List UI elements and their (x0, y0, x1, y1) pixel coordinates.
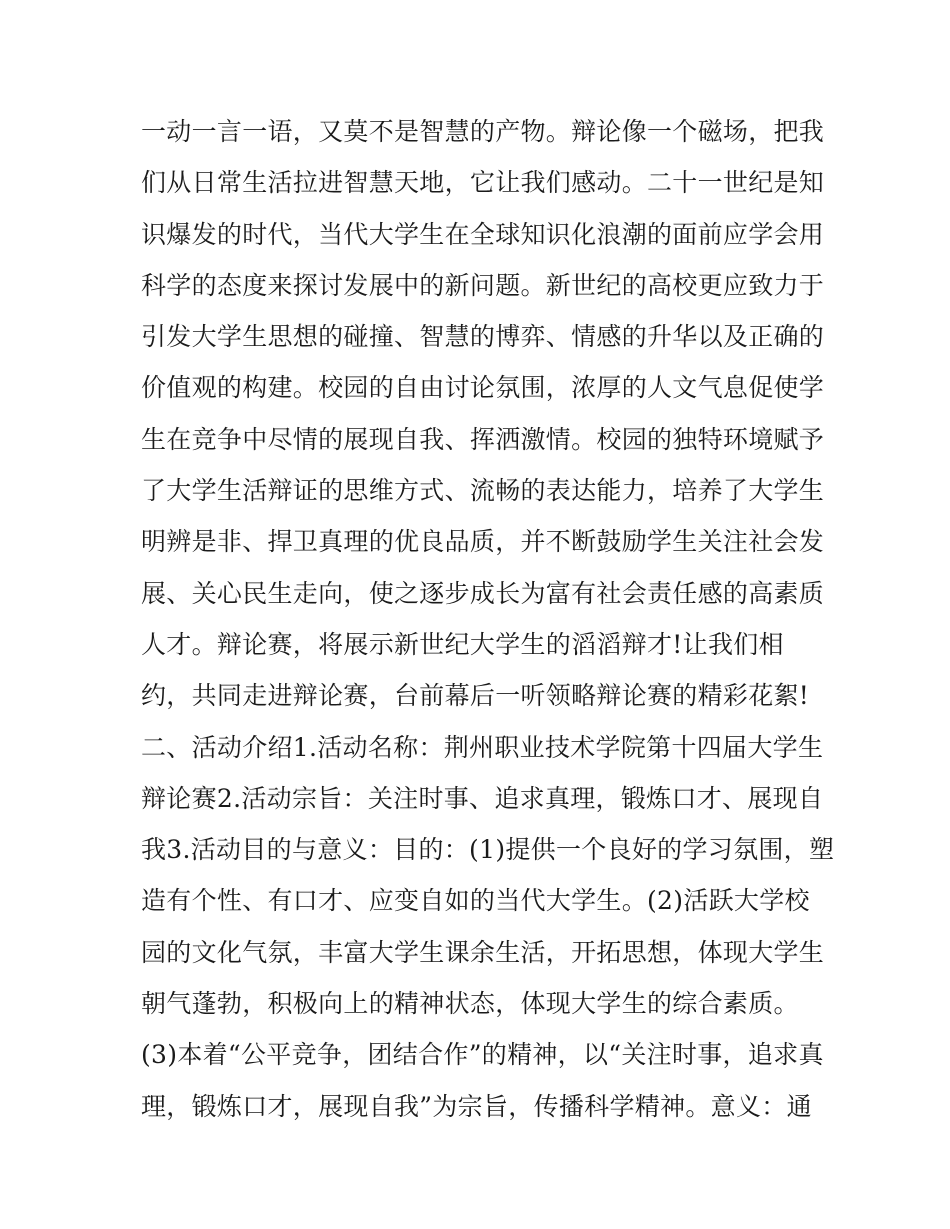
text-line: 一动一言一语，又莫不是智慧的产物。辩论像一个磁场，把我 (141, 117, 825, 146)
text-line: (3)本着“公平竞争，团结合作”的精神，以“关注时事，追求真 (141, 1040, 824, 1070)
text-line: 园的文化气氛，丰富大学生课余生活，开拓思想，体现大学生 (141, 937, 825, 967)
text-line: 约，共同走进辩论赛，台前幕后一听领略辩论赛的精彩花絮! (141, 681, 810, 711)
text-line: 展、关心民生走向，使之逐步成长为富有社会责任感的高素质 (141, 578, 825, 608)
text-line: 辩论赛2.活动宗旨：关注时事、追求真理，锻炼口才、展现自 (141, 783, 824, 813)
text-line: 引发大学生思想的碰撞、智慧的博弈、情感的升华以及正确的 (141, 322, 825, 352)
text-line: 科学的态度来探讨发展中的新问题。新世纪的高校更应致力于 (141, 270, 825, 300)
text-line: 了大学生活辩证的思维方式、流畅的表达能力，培养了大学生 (141, 476, 825, 506)
text-line: 人才。辩论赛，将展示新世纪大学生的滔滔辩才!让我们相 (141, 629, 784, 659)
text-line: 造有个性、有口才、应变自如的当代大学生。(2)活跃大学校 (141, 886, 810, 916)
text-line: 价值观的构建。校园的自由讨论氛围，浓厚的人文气息促使学 (141, 373, 825, 403)
text-line: 我3.活动目的与意义：目的：(1)提供一个良好的学习氛围，塑 (141, 835, 835, 865)
text-line: 们从日常生活拉进智慧天地，它让我们感动。二十一世纪是知 (141, 168, 825, 198)
text-line: 明辨是非、捍卫真理的优良品质，并不断鼓励学生关注社会发 (141, 527, 825, 557)
text-line: 二、活动介绍1.活动名称：荆州职业技术学院第十四届大学生 (141, 732, 824, 762)
text-line: 识爆发的时代，当代大学生在全球知识化浪潮的面前应学会用 (141, 219, 825, 249)
body-text (141, 106, 841, 1132)
text-line: 朝气蓬勃，积极向上的精神状态，体现大学生的综合素质。 (141, 989, 799, 1019)
text-line: 理，锻炼口才，展现自我”为宗旨，传播科学精神。意义：通 (141, 1091, 812, 1121)
text-line: 生在竞争中尽情的展现自我、挥洒激情。校园的独特环境赋予 (141, 424, 825, 454)
